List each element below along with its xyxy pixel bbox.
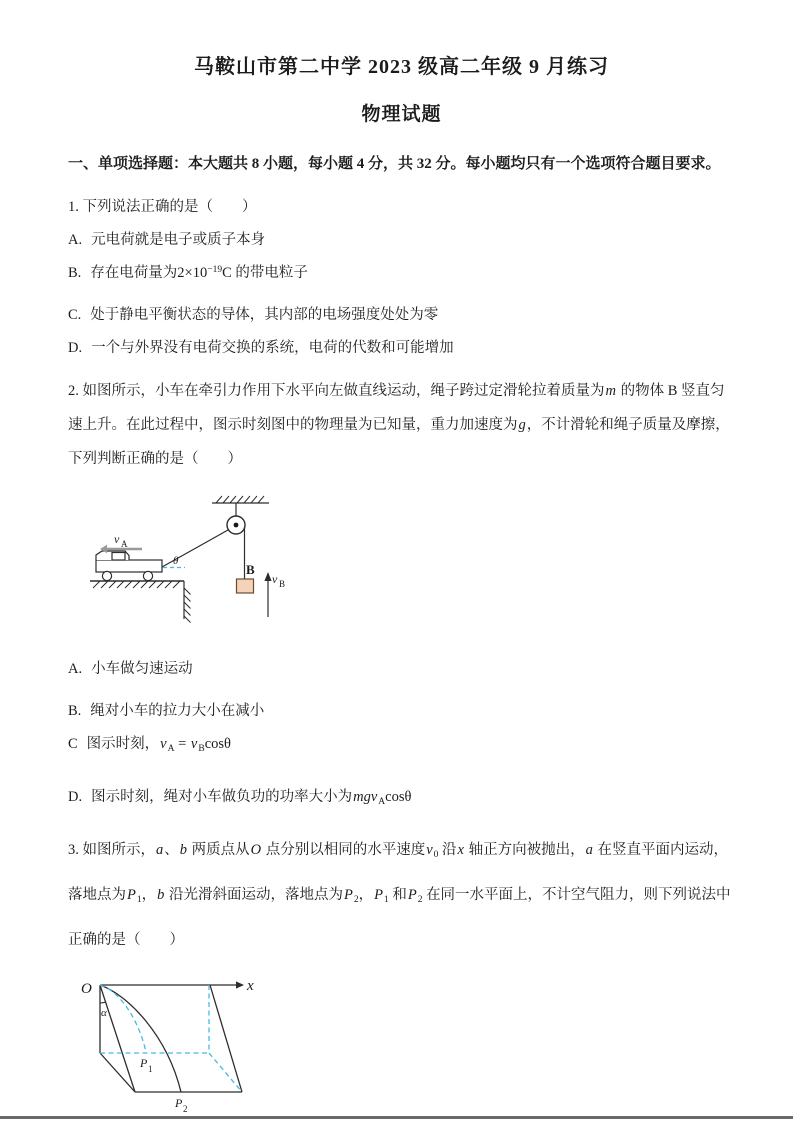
- ledge-hatch: [184, 588, 191, 623]
- option-label: D.: [68, 789, 83, 805]
- q1-option-d: [68, 332, 735, 365]
- vb-label: v: [272, 572, 278, 586]
- va-label: v: [114, 532, 120, 546]
- incline-left-edge: [100, 985, 135, 1092]
- ceiling-hatch: [216, 496, 264, 503]
- q3-figure: [68, 967, 735, 1130]
- q2-figure: [76, 482, 735, 637]
- page-title: 马鞍山市第二中学 2023 级高二年级 9 月练习: [194, 56, 609, 78]
- option-label: B.: [68, 265, 82, 281]
- trajectory-a-dashed: [100, 985, 146, 1052]
- p2-label-sub: 2: [183, 1104, 188, 1114]
- block-b: [237, 579, 254, 593]
- va-label-sub: A: [121, 539, 128, 549]
- q3-figure-svg: [68, 967, 268, 1125]
- vb-label-sub: B: [279, 579, 286, 589]
- x-axis-label: x: [247, 978, 254, 994]
- question-2-stem: 2. 如图所示，小车在牵引力作用下水平向左做直线运动，绳子跨过定滑轮拉着质量为m 的物体 B 竖直匀速上升。在此过程中，图示时刻图中的物理量为已知量，重力加速度为g，不计滑轮和绳子质量及摩擦，下列判断正确的是（ ）: [68, 383, 730, 467]
- q1-option-b: [68, 257, 735, 290]
- option-text: 图示时刻，$v_A = v_B\cos\theta$: [86, 736, 231, 754]
- cart-wheel-front: [143, 571, 152, 580]
- question-1-stem: 1. 下列说法正确的是（ ）: [68, 199, 257, 215]
- option-text: 元电荷就是电子或质子本身: [91, 232, 266, 248]
- option-label: C.: [68, 307, 82, 323]
- section-heading: 一、单项选择题：本大题共 8 小题，每小题 4 分，共 32 分。每小题均只有一个选项符合题目要求。: [68, 156, 721, 172]
- origin-label: O: [81, 981, 92, 997]
- velocity-arrow-b-head: [264, 572, 271, 581]
- rope-to-cart: [162, 530, 228, 567]
- pulley-axle: [234, 523, 239, 528]
- trajectory-b-solid: [100, 985, 181, 1092]
- alpha-arc: [100, 1002, 106, 1003]
- option-label: A.: [68, 661, 83, 677]
- page-bottom-border: [0, 1116, 793, 1119]
- option-text: 绳对小车的拉力大小在减小: [90, 703, 265, 719]
- option-text: 小车做匀速运动: [91, 661, 193, 677]
- q2-option-a: [68, 653, 735, 686]
- q2-option-c: [68, 728, 735, 761]
- option-text: 存在电荷量为$2\times 10^{-19}C$ 的带电粒子: [90, 265, 308, 281]
- alpha-label: α: [101, 1007, 107, 1019]
- option-label: B.: [68, 703, 82, 719]
- theta-label: θ: [173, 555, 179, 567]
- option-text: 处于静电平衡状态的导体，其内部的电场强度处处为零: [90, 307, 439, 323]
- exam-subtitle: 物理试题: [361, 104, 442, 125]
- q2-figure-svg: [76, 482, 286, 632]
- option-text: 一个与外界没有电荷交换的系统，电荷的代数和可能增加: [91, 340, 454, 356]
- p1-label: P: [140, 1056, 148, 1070]
- p2-label: P: [175, 1096, 183, 1110]
- q1-option-a: [68, 224, 735, 257]
- cart-window: [112, 553, 125, 561]
- option-text: 图示时刻，绳对小车做负功的功率大小为mgv$_A$cosθ: [91, 789, 412, 807]
- side-edge: [100, 1053, 135, 1092]
- question-3-stem: 3. 如图所示，a、b 两质点从O 点分别以相同的水平速度$v_0$ 沿x 轴正方向被抛出，a 在竖直平面内运动，落地点为$P_1$，b 沿光滑斜面运动，落地点为$P_2$，$P_1$ 和$P_2$ 在同一水平面上，不计空气阻力，则下列说法中正确的是（ ）: [68, 842, 731, 948]
- option-label: D.: [68, 340, 83, 356]
- cart-bed: [96, 560, 162, 572]
- q1-option-c: [68, 299, 735, 332]
- x-axis-arrowhead: [236, 981, 244, 988]
- p1-label-sub: 1: [148, 1064, 153, 1074]
- ground-hatch: [93, 581, 180, 588]
- q2-option-d: [68, 781, 735, 814]
- option-label: C: [68, 736, 78, 752]
- option-label: A.: [68, 232, 83, 248]
- cart-wheel-rear: [102, 571, 111, 580]
- incline-right-edge: [210, 985, 242, 1092]
- dashed-right-diagonal: [209, 1053, 242, 1092]
- block-b-label: B: [246, 562, 255, 577]
- q2-option-b: [68, 695, 735, 728]
